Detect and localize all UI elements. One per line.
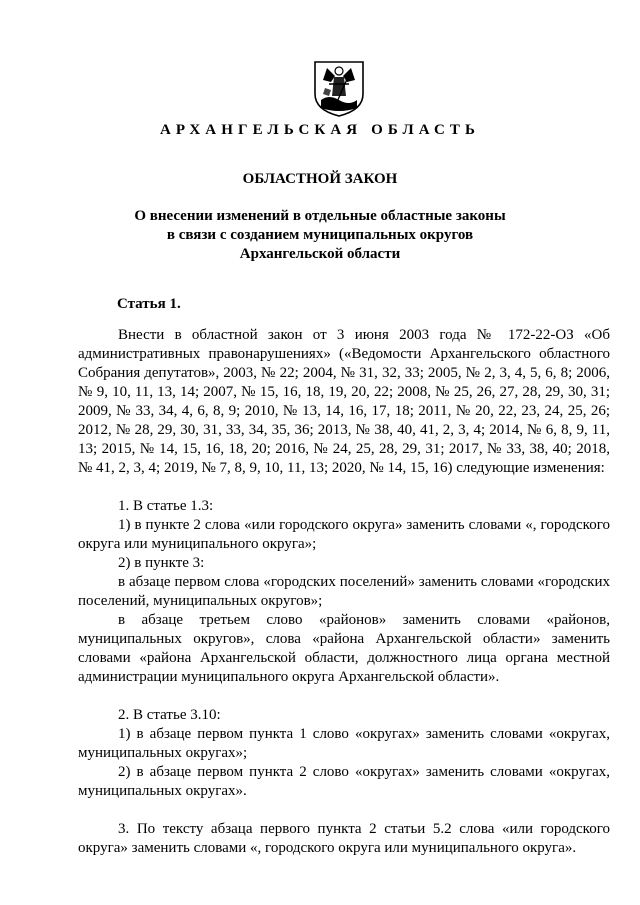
section-1-item-2-heading: 2) в пункте 3:	[118, 555, 205, 571]
section-1-item-2-paragraph-a: в абзаце первом слова «городских поселений» заменить словами «городских поселений, муниципальных округов»;	[78, 574, 610, 609]
law-title-line: в связи с созданием муниципальных округов	[166, 227, 474, 243]
region-name: АРХАНГЕЛЬСКАЯ ОБЛАСТЬ	[159, 122, 481, 138]
intro-paragraph: Внести в областной закон от 3 июня 2003 года № 172-22-ОЗ «Об административных правонарушениях» («Ведомости Архангельского областного Собрания депутатов», 2003, № 22; 2004, № 31, 32, 33; 2005, № 2, 3, 4, 5, 6, 8; 2006, № 9, 10, 11, 13, 14; 2007, № 15, 16, 18, 19, 20, 22; 2008, № 25, 26, 27, 28, 29, 30, 31; 2009, № 33, 34, 4, 6, 8, 9; 2010, № 13, 14, 16, 17, 18; 2011, № 20, 22, 23, 24, 25, 26; 2012, № 28, 29, 30, 31, 33, 34, 35, 36; 2013, № 38, 40, 41, 2, 3, 4; 2014, № 6, 8, 9, 11, 13; 2015, № 14, 15, 16, 18, 20; 2016, № 24, 25, 28, 29, 31; 2017, № 33, 38, 40; 2018, № 41, 2, 3, 4; 2019, № 7, 8, 9, 10, 11, 13; 2020, № 14, 15, 16) следующие изменения:	[78, 327, 610, 476]
article-heading: Статья 1.	[117, 296, 181, 312]
section-2-item-2: 2) в абзаце первом пункта 2 слово «округах» заменить словами «округах, муниципальных округах».	[78, 764, 610, 799]
law-title	[0, 207, 640, 264]
section-2-heading: 2. В статье 3.10:	[118, 707, 221, 723]
section-1-item-2-paragraph-b: в абзаце третьем слово «районов» заменить словами «районов, муниципальных округов», слова «района Архангельской области» заменить словами «района Архангельской области, должностного лица органа местной администрации муниципального округа Архангельской области».	[78, 612, 610, 685]
document-type: ОБЛАСТНОЙ ЗАКОН	[242, 171, 398, 187]
article-body	[78, 326, 610, 858]
section-1-heading: 1. В статье 1.3:	[118, 498, 214, 514]
section-1-item-1: 1) в пункте 2 слова «или городского округа» заменить словами «, городского округа или муниципального округа»;	[78, 517, 610, 552]
law-title-line: О внесении изменений в отдельные областные законы	[134, 208, 506, 224]
coat-of-arms-icon	[313, 60, 365, 118]
section-3-paragraph: 3. По тексту абзаца первого пункта 2 статьи 5.2 слова «или городского округа» заменить словами «, городского округа или муниципального округа».	[78, 821, 610, 856]
law-title-line: Архангельской области	[239, 246, 401, 262]
section-2-item-1: 1) в абзаце первом пункта 1 слово «округах» заменить словами «округах, муниципальных округах»;	[78, 726, 610, 761]
